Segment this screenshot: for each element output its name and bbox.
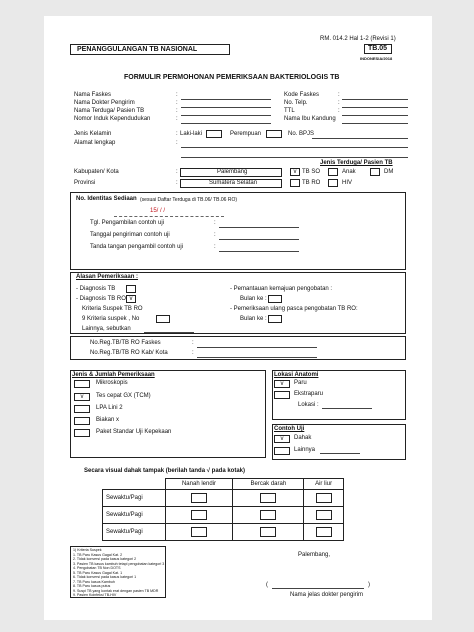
field-lokasi[interactable] [322,408,372,409]
label-hiv: HIV [342,180,353,186]
signature-line[interactable] [272,588,364,589]
jenis-pemeriksaan-title: Jenis & Jumlah Pemeriksaan [72,372,155,378]
label-bulan-ke-1: Bulan ke : [240,296,267,302]
table-row [103,490,344,507]
biakan-checkbox[interactable] [74,417,90,425]
label-dahak: Dahak [294,435,312,441]
cell-checkbox[interactable] [316,493,332,503]
colon: : [192,350,194,356]
laki-laki-checkbox[interactable] [206,130,222,138]
perempuan-checkbox[interactable] [266,130,282,138]
row-label: Sewaktu/Pagi [103,507,166,524]
footnotes-box [70,546,166,598]
table-row [103,524,344,541]
label-kabupaten: Kabupaten/ Kota [74,169,119,175]
form-title: FORMULIR PERMOHONAN PEMERIKSAAN BAKTERIOLOGIS TB [124,74,340,81]
footnote: 9. Pasien Koinfeksi TB-HIV [73,593,117,597]
field-ttl[interactable] [342,115,408,116]
cell[interactable] [233,524,304,541]
label-tb-ro: TB RO [302,180,321,186]
signature-label: Nama jelas dokter pengirim [290,592,364,598]
label-dm: DM [384,169,394,175]
label-paru: Paru [294,380,307,386]
field-bpjs[interactable] [312,138,408,139]
label-tcm: Tes cepat GX (TCM) [96,393,151,399]
label-bulan-ke-2: Bulan ke : [240,316,267,322]
col-nanah-lendir: Nanah lendir [165,479,233,490]
lainnya-checkbox[interactable] [274,447,290,455]
colon: : [214,232,216,238]
row-label: Sewaktu/Pagi [103,490,166,507]
cell-checkbox[interactable] [191,527,207,537]
anak-checkbox[interactable] [328,168,338,176]
label-paket: Paket Standar Uji Kepekaan [96,429,172,435]
jenis-terduga-title: Jenis Terduga/ Pasien TB [320,160,393,166]
label-ttd: Tanda tangan pengambil contoh uji [90,244,184,250]
cell-checkbox[interactable] [260,510,276,520]
label-biakan: Biakan x [96,417,120,423]
sediaan-section [70,192,406,270]
hiv-checkbox[interactable] [328,179,338,187]
label-noreg-kab: No.Reg.TB/TB RO Kab/ Kota [90,350,168,356]
kriteria-no-box[interactable] [156,315,170,323]
label-pemantauan: - Pemantauan kemajuan pengobatan : [230,286,333,292]
colon: : [176,169,178,175]
footnote: 6. Tidak konversi pada kasus kategori 1 [73,575,137,579]
cell[interactable] [304,490,344,507]
footnote: 2. Tidak konversi pada kasus kategori 2 [73,557,137,561]
label-jenis-kelamin: Jenis Kelamin [74,131,112,137]
label-nama-faskes: Nama Faskes [74,92,112,98]
provinsi-value: Sumatera Selatan [209,180,258,186]
cell[interactable] [304,507,344,524]
dahak-checkbox[interactable]: v [274,435,290,443]
form-page [44,16,432,620]
cell[interactable] [233,507,304,524]
cell-checkbox[interactable] [191,493,207,503]
label-kriteria: Kriteria Suspek TB RO [82,306,143,312]
label-pemeriksaan-ulang: - Pemeriksaan ulang pasca pengobatan TB RO: [230,306,358,312]
cell-checkbox[interactable] [316,510,332,520]
tb-so-checkbox[interactable]: v [290,168,300,176]
label-tgl-pengiriman: Tanggal pengiriman contoh uji [90,232,170,238]
label-diagnosis-tb-ro: - Diagnosis TB RO [76,296,126,302]
field-tgl-pengiriman[interactable] [219,239,299,240]
footnote: 3. Pasien TB kasus kambuh tetapi pengobatan kategori 3 [73,561,165,566]
signature-place: Palembang, [298,552,331,558]
program-title: PENANGGULANGAN TB NASIONAL [77,46,198,53]
field-lainnya-contoh[interactable] [320,453,360,454]
label-laki-laki: Laki-laki [180,131,203,137]
kabupaten-field[interactable] [180,168,282,177]
cell[interactable] [165,524,233,541]
contoh-uji-title: Contoh Uji [274,426,305,432]
cell[interactable] [233,490,304,507]
field-alamat-1[interactable] [181,147,408,148]
label-anak: Anak [342,169,356,175]
footnote: 5. TB Paru Kasus Gagal Kat. 1 [73,570,123,575]
label-perempuan: Perempuan [230,131,262,137]
field-noreg-faskes[interactable] [197,347,317,348]
label-tb-so: TB SO [302,169,321,175]
cell-checkbox[interactable] [316,527,332,537]
alasan-title: Alasan Pemeriksaan : [76,274,139,280]
label-kode-faskes: Kode Faskes [284,92,320,98]
colon: : [176,131,178,137]
cell-checkbox[interactable] [260,493,276,503]
label-noreg-faskes: No.Reg.TB/TB RO Faskes [90,340,161,346]
label-tgl-pengambilan: Tgl. Pengambilan contoh uji [90,220,165,226]
field-kode-faskes[interactable] [342,99,408,100]
field-nama-dokter[interactable] [181,107,271,108]
sediaan-title: No. Identitas Sediaan [76,196,137,202]
field-lainnya-alasan[interactable] [144,332,194,333]
row-label: Sewaktu/Pagi [103,524,166,541]
document-code: RM. 014.2 Hal 1-2 (Revisi 1) [320,36,396,42]
label-nama-dokter: Nama Dokter Pengirim [74,100,135,106]
cell-checkbox[interactable] [260,527,276,537]
field-nik[interactable] [181,123,271,124]
label-ekstraparu: Ekstraparu [294,391,324,397]
alasan-section [70,272,406,334]
colon: : [176,116,178,122]
label-lainnya-contoh: Lainnya [294,447,316,453]
cell-checkbox[interactable] [191,510,207,520]
col-bercak-darah: Bercak darah [233,479,304,490]
country-year: INDONESIA/2018 [360,56,393,61]
colon: : [214,244,216,250]
lpa-checkbox[interactable] [74,405,90,413]
footnote: 4. Pengobatan TB Non DOTS [73,566,121,570]
field-tgl-pengambilan[interactable] [219,227,299,228]
colon: : [176,100,178,106]
footnote: 9. Suspi TB yang kontak erat dengan pasien TB MDR [73,588,159,593]
program-box [70,44,230,55]
empty-header [103,479,166,490]
signature-open-paren: ( [266,582,268,588]
sediaan-number-line[interactable] [114,216,224,217]
label-mikroskopis: Mikroskopis [96,380,128,386]
paru-checkbox[interactable]: v [274,380,290,388]
field-nama-pasien[interactable] [181,115,271,116]
label-nama-ibu: Nama Ibu Kandung [284,116,336,122]
colon: : [338,92,340,98]
field-noreg-kab[interactable] [197,357,317,358]
label-provinsi: Provinsi [74,180,96,186]
cell[interactable] [165,490,233,507]
label-kriteria-no: 9 Kriteria suspek , No [82,316,140,322]
field-nama-ibu[interactable] [342,123,408,124]
visual-table [102,478,344,541]
label-bpjs: No. BPJS [288,131,315,137]
ekstraparu-checkbox[interactable] [274,391,290,399]
colon: : [338,100,340,106]
cell[interactable] [304,524,344,541]
diagnosis-tb-ro-checkbox[interactable]: v [126,295,136,303]
signature-close-paren: ) [368,582,370,588]
label-no-telp: No. Telp. [284,100,308,106]
sediaan-note: (sesuai Daftar Terduga di TB.06/ TB.06 RO) [140,197,237,203]
label-nik: Nomor Induk Kependudukan [74,116,151,122]
colon: : [338,108,340,114]
paket-checkbox[interactable] [74,429,90,437]
label-lainnya: Lainnya, sebutkan [82,326,131,332]
field-nama-faskes[interactable] [181,99,271,100]
label-alamat: Alamat lengkap [74,140,116,146]
kabupaten-value: Palembang [217,169,248,175]
visual-title: Secara visual dahak tampak (berilah tanda √ pada kotak) [84,468,246,474]
tcm-checkbox[interactable]: v [74,393,90,401]
footnote: 7. TB Paru kasus Kambuh [73,579,115,584]
field-no-telp[interactable] [342,107,408,108]
footnotes-list [73,548,164,598]
colon: : [176,92,178,98]
table-row [103,507,344,524]
label-diagnosis-tb: - Diagnosis TB [76,286,116,292]
col-air-liur: Air liur [304,479,344,490]
mikroskopis-checkbox[interactable] [74,380,90,388]
dm-checkbox[interactable] [370,168,380,176]
cell[interactable] [165,507,233,524]
sediaan-number: 15/ / / [150,208,166,214]
field-ttd[interactable] [219,251,299,252]
form-code: TB.05 [368,45,388,52]
colon: : [214,220,216,226]
field-alamat-2[interactable] [181,157,408,158]
label-lpa: LPA Lini 2 [96,405,123,411]
label-nama-pasien: Nama Terduga/ Pasien TB [74,108,145,114]
colon: : [176,108,178,114]
bulan-ke-1-box[interactable] [268,295,282,303]
footnote: 1) Kriteria Suspek [73,548,102,552]
tb-ro-checkbox[interactable] [290,179,300,187]
lokasi-title: Lokasi Anatomi [274,372,319,378]
colon: : [176,140,178,146]
form-code-box [364,44,392,54]
colon: : [176,180,178,186]
bulan-ke-2-box[interactable] [268,315,282,323]
diagnosis-tb-checkbox[interactable] [126,285,136,293]
label-ttl: TTL [284,108,295,114]
footnote: 8. TB Paru kasus putus [73,584,111,588]
provinsi-field[interactable] [180,179,282,188]
footnote: 1. TB Paru Kasus Gagal Kat. 2 [73,552,123,557]
label-lokasi: Lokasi : [298,402,319,408]
colon: : [192,340,194,346]
